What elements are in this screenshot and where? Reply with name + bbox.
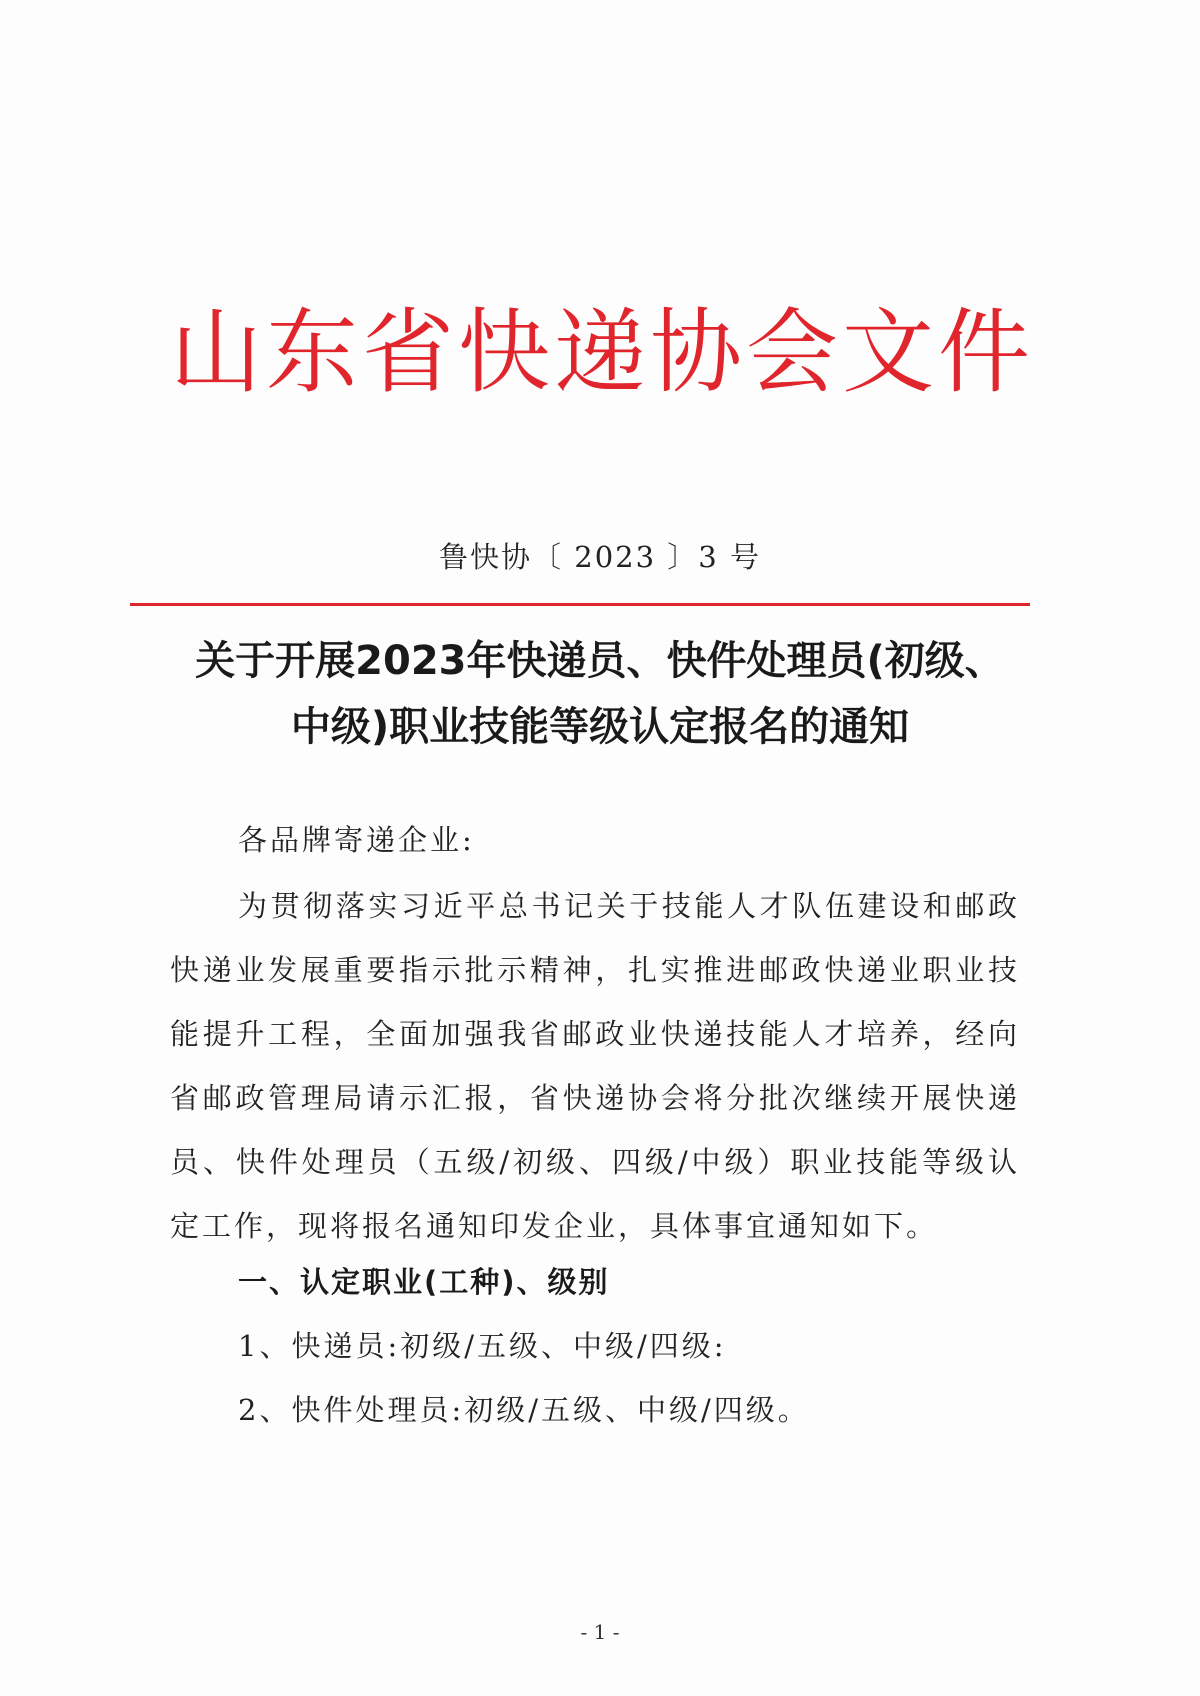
notice-title-line-2: 中级)职业技能等级认定报名的通知 — [290, 704, 910, 750]
body-paragraph: 为贯彻落实习近平总书记关于技能人才队伍建设和邮政快递业发展重要指示批示精神，扎实推进邮政快递业职业技能提升工程，全面加强我省邮政业快递技能人才培养，经向省邮政管理局请示汇报，省快递协会将分批次继续开展快递员、快件处理员（五级/初级、四级/中级）职业技能等级认定工作，现将报名通知印发企业，具体事宜通知如下。 — [170, 889, 1020, 1243]
list-item-1: 1、快递员:初级/五级、中级/四级: — [238, 1329, 727, 1363]
notice-title — [150, 628, 1050, 760]
notice-title-line-1: 关于开展2023年快递员、快件处理员(初级、 — [195, 638, 1005, 684]
section-heading-1: 一、认定职业(工种)、级别 — [238, 1265, 610, 1299]
salutation: 各品牌寄递企业: — [238, 823, 475, 857]
red-separator-line — [130, 603, 1030, 606]
org-document-header: 山东省快递协会文件 — [170, 299, 1035, 406]
document-number: 鲁快协〔 2023 〕3 号 — [439, 540, 761, 574]
list-item-2: 2、快件处理员:初级/五级、中级/四级。 — [238, 1393, 810, 1427]
page-number: - 1 - — [580, 1620, 620, 1644]
